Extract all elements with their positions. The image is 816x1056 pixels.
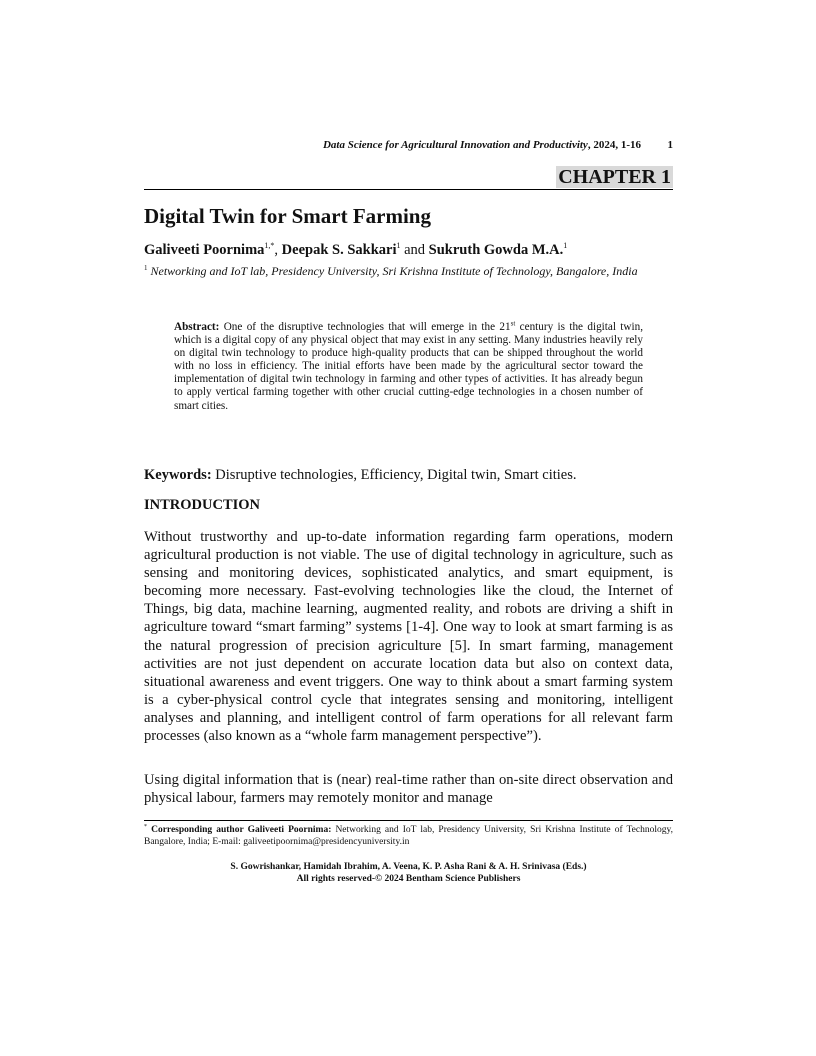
abstract-label: Abstract: — [174, 321, 220, 333]
running-head — [144, 139, 673, 151]
body-paragraph: Using digital information that is (near) real-time rather than on-site direct observation and physical labour, farmers may remotely monitor and manage — [144, 772, 673, 807]
abstract-superscript: st — [510, 319, 516, 328]
footnote-text: Networking and IoT lab, Presidency University, Sri Krishna Institute of Technology, Bangalore, India; E-mail: galiveetipoornima@presidencyuniversity.in — [144, 825, 673, 847]
editors-line: S. Gowrishankar, Hamidah Ibrahim, A. Veena, K. P. Asha Rani & A. H. Srinivasa (Eds.) — [230, 862, 587, 872]
journal-title: Data Science for Agricultural Innovation and Productivity — [322, 139, 588, 151]
footnote-divider — [144, 820, 673, 821]
keywords — [144, 466, 673, 485]
author-name: Deepak S. Sakkari — [281, 242, 397, 258]
author-superscript: 1 — [396, 241, 401, 251]
affiliation — [144, 264, 673, 279]
body-paragraph: Without trustworthy and up-to-date information regarding farm operations, modern agricultural production is not viable. The use of digital technology in agriculture, such as sensing and monitoring devices, sophisticated analytics, and smart equipment, is becoming more necessary. Fast-evolving technologies like the cloud, the Internet of Things, big data, machine learning, augmented reality, and robots are driving a shift in agriculture toward “smart farming” systems [1-4]. One way to look at smart farming is as the natural progression of precision agriculture [5]. In smart farming, management activities are not just dependent on accurate location data but also on context data, situational awareness and event triggers. One way to think about a smart farming system is a cyber-physical control cycle that integrates sensing and monitoring, intelligent analyses and planning, and intelligent control of farm operations for all relevant farm processes (also known as a “whole farm management perspective”). — [144, 529, 673, 745]
editors-block — [144, 861, 673, 885]
keywords-label: Keywords: — [144, 467, 212, 483]
author-superscript: 1 — [563, 241, 568, 251]
affiliation-text: Networking and IoT lab, Presidency University, Sri Krishna Institute of Technology, Bangalore, India — [147, 264, 638, 278]
section-heading-introduction: INTRODUCTION — [144, 497, 261, 513]
author-separator: and — [400, 242, 429, 258]
author-name: Galiveeti Poornima — [144, 242, 265, 258]
chapter-header — [144, 166, 673, 190]
abstract-text-continued: century is the digital twin, which is a digital copy of any physical object that may exist in any setting. Many industries heavily rely on digital twin technology to produce high-quality products that can be shipped throughout the world with no loss in efficiency. The initial efforts have been made by the agricultural sector toward the implementation of digital twin technology in farming and other types of activities. It has already begun to apply vertical farming together with other crucial cutting-edge technologies in a chosen number of smart cities. — [174, 321, 643, 412]
footnote-label: Corresponding author Galiveeti Poornima: — [147, 825, 332, 835]
page-number: 1 — [667, 139, 673, 151]
paper-title: Digital Twin for Smart Farming — [144, 204, 431, 228]
journal-details: , 2024, 1-16 — [587, 139, 641, 151]
chapter-label: CHAPTER 1 — [558, 166, 671, 188]
author-list — [144, 241, 673, 259]
affiliation-superscript: 1 — [144, 264, 148, 272]
footnote-marker: * — [144, 823, 147, 830]
footnote — [144, 824, 673, 848]
keywords-text: Disruptive technologies, Efficiency, Digital twin, Smart cities. — [211, 467, 577, 483]
abstract-text: One of the disruptive technologies that will emerge in the 21 — [219, 321, 511, 333]
author-separator: , — [274, 242, 282, 258]
author-superscript: 1,* — [264, 241, 275, 251]
abstract — [174, 321, 643, 413]
author-name: Sukruth Gowda M.A. — [428, 242, 564, 258]
copyright-line: All rights reserved-© 2024 Bentham Science Publishers — [296, 874, 521, 884]
